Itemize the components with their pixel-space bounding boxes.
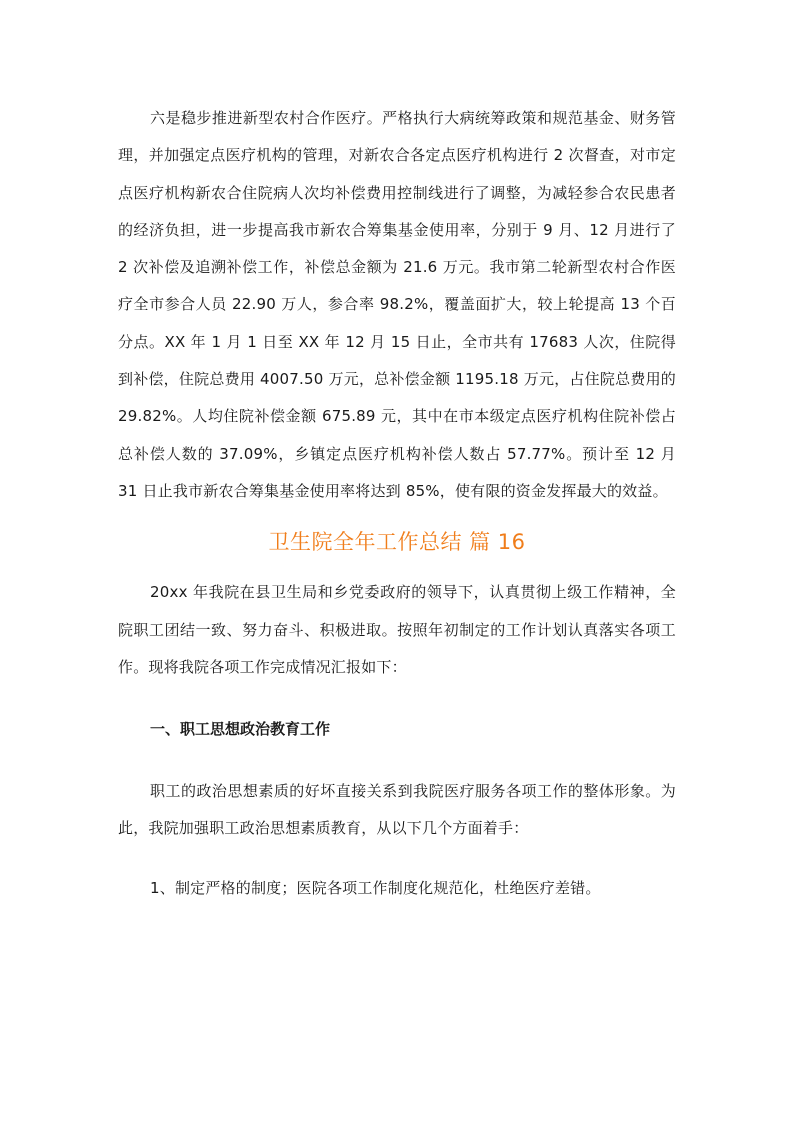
paragraph-political-quality: 职工的政治思想素质的好坏直接关系到我院医疗服务各项工作的整体形象。为此，我院加强职工政治思想素质教育，从以下几个方面着手：: [118, 782, 676, 838]
sub-heading: 一、职工思想政治教育工作: [150, 720, 331, 739]
paragraph-item-1: 1、制定严格的制度；医院各项工作制度化规范化，杜绝医疗差错。: [150, 878, 601, 897]
spacer: [118, 560, 676, 574]
spacer: [118, 686, 676, 711]
spacer: [118, 748, 676, 773]
spacer: [118, 510, 676, 524]
section-title: 卫生院全年工作总结 篇 16: [268, 530, 526, 555]
spacer: [118, 848, 676, 870]
paragraph-intro: 20xx 年我院在县卫生局和乡党委政府的领导下，认真贯彻上级工作精神，全院职工团结一致、努力奋斗、积极进取。按照年初制定的工作计划认真落实各项工作。现将我院各项工作完成情况汇报如下：: [118, 583, 676, 676]
paragraph-rural-medical: 六是稳步推进新型农村合作医疗。严格执行大病统筹政策和规范基金、财务管理，并加强定点医疗机构的管理，对新农合各定点医疗机构进行 2 次督查，对市定点医疗机构新农合住院病人次均补偿费用控制线进行了调整，为减轻参合农民患者的经济负担，进一步提高我市新农合筹集基金使用率，分别于 9 月、12 月进行了 2 次补偿及追溯补偿工作，补偿总金额为 21.6 万元。我市第二轮新型农村合作医疗全市参合人员 22.90 万人，参合率 98.2%，覆盖面扩大，较上轮提高 13 个百分点。XX 年 1 月 1 日至 XX 年 12 月 15 日止，全市共有 17683 人次，住院得到补偿，住院总费用 4007.50 万元，总补偿金额 1195.18 万元，占住院总费用的 29.82%。人均住院补偿金额 675.89 元，其中在市本级定点医疗机构住院补偿占总补偿人数的 37.09%，乡镇定点医疗机构补偿人数占 57.77%。预计至 12 月 31 日止我市新农合筹集基金使用率将达到 85%，使有限的资金发挥最大的效益。: [118, 109, 676, 500]
